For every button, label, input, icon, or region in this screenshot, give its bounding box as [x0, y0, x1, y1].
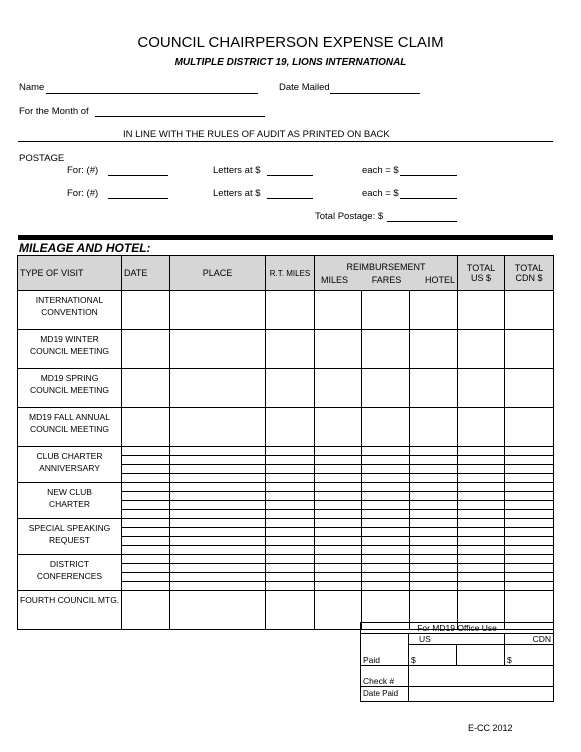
month-label: For the Month of — [19, 106, 89, 117]
date-cell[interactable] — [122, 546, 170, 555]
hotel-cell[interactable] — [410, 492, 458, 501]
rt-miles-cell[interactable] — [266, 555, 315, 564]
miles-cell[interactable] — [315, 330, 362, 369]
table-row — [361, 665, 554, 686]
date-cell[interactable] — [122, 519, 170, 528]
table-row — [18, 555, 554, 564]
place-cell[interactable] — [170, 519, 266, 528]
total-us-cell[interactable] — [458, 447, 505, 456]
total-us-cell[interactable] — [458, 492, 505, 501]
rt-miles-cell[interactable] — [266, 408, 315, 447]
fares-cell[interactable] — [362, 501, 410, 510]
place-cell[interactable] — [170, 369, 266, 408]
hotel-cell[interactable] — [410, 582, 458, 591]
place-cell[interactable] — [170, 564, 266, 573]
miles-cell[interactable] — [315, 456, 362, 465]
fares-cell[interactable] — [362, 519, 410, 528]
table-row — [18, 483, 554, 492]
visit-type: FOURTH COUNCIL MTG. — [18, 591, 122, 630]
miles-cell[interactable] — [315, 291, 362, 330]
date-cell[interactable] — [122, 528, 170, 537]
col-reimbursement — [315, 256, 458, 291]
place-cell[interactable] — [170, 510, 266, 519]
visit-type: CLUB CHARTER ANNIVERSARY — [18, 447, 122, 483]
fares-cell[interactable] — [362, 483, 410, 492]
miles-cell[interactable] — [315, 573, 362, 582]
postage-for-label: For: (#) — [67, 165, 99, 176]
mileage-heading: MILEAGE AND HOTEL: — [19, 241, 151, 255]
date-cell[interactable] — [122, 474, 170, 483]
fares-cell[interactable] — [362, 369, 410, 408]
office-use-heading: For MD19 Office Use — [361, 623, 554, 634]
table-row — [18, 291, 554, 330]
place-cell[interactable] — [170, 465, 266, 474]
total-cdn-cell[interactable] — [505, 555, 554, 564]
each-label: each = $ — [362, 165, 399, 176]
fares-cell[interactable] — [362, 447, 410, 456]
date-cell[interactable] — [122, 369, 170, 408]
total-cdn-cell[interactable] — [505, 330, 554, 369]
rt-miles-cell[interactable] — [266, 582, 315, 591]
rt-miles-cell[interactable] — [266, 291, 315, 330]
visit-type: DISTRICT CONFERENCES — [18, 555, 122, 591]
hotel-cell[interactable] — [410, 564, 458, 573]
reimbursement-label: REIMBURSEMENT — [346, 261, 426, 272]
letter-rate-field[interactable] — [267, 198, 313, 199]
total-postage-label: Total Postage: $ — [315, 211, 384, 222]
total-cdn-cell[interactable] — [505, 501, 554, 510]
hotel-cell[interactable] — [410, 528, 458, 537]
visit-type: MD19 FALL ANNUAL COUNCIL MEETING — [18, 408, 122, 447]
total-cdn-cell[interactable] — [505, 291, 554, 330]
date-cell[interactable] — [122, 465, 170, 474]
date-cell[interactable] — [122, 291, 170, 330]
place-cell[interactable] — [170, 474, 266, 483]
paid-label: Paid — [361, 645, 409, 666]
total-us-cell[interactable] — [458, 510, 505, 519]
each-label: each = $ — [362, 188, 399, 199]
paid-us-cell[interactable]: $ — [409, 645, 457, 666]
total-us-cell[interactable] — [458, 369, 505, 408]
hotel-cell[interactable] — [410, 465, 458, 474]
place-cell[interactable] — [170, 573, 266, 582]
postage-for-label: For: (#) — [67, 188, 99, 199]
total-cdn-cell[interactable] — [505, 537, 554, 546]
hotel-cell[interactable] — [410, 510, 458, 519]
rt-miles-cell[interactable] — [266, 537, 315, 546]
total-cdn-cell[interactable] — [505, 528, 554, 537]
table-row — [18, 408, 554, 447]
place-cell[interactable] — [170, 555, 266, 564]
table-row — [361, 686, 554, 701]
miles-cell[interactable] — [315, 555, 362, 564]
rt-miles-cell[interactable] — [266, 456, 315, 465]
mileage-table — [17, 255, 554, 630]
rt-miles-cell[interactable] — [266, 474, 315, 483]
rt-miles-cell[interactable] — [266, 483, 315, 492]
total-cdn-cell[interactable] — [505, 582, 554, 591]
miles-cell[interactable] — [315, 492, 362, 501]
miles-cell[interactable] — [315, 528, 362, 537]
total-us-cell[interactable] — [458, 483, 505, 492]
total-cdn-cell[interactable] — [505, 546, 554, 555]
fares-cell[interactable] — [362, 528, 410, 537]
postage-count-field[interactable] — [108, 198, 168, 199]
total-us-line2: US $ — [471, 273, 492, 283]
place-cell[interactable] — [170, 591, 266, 630]
total-cdn-cell[interactable] — [505, 492, 554, 501]
table-row — [18, 519, 554, 528]
hotel-cell[interactable] — [410, 501, 458, 510]
table-row — [18, 447, 554, 456]
miles-cell[interactable] — [315, 591, 362, 630]
place-cell[interactable] — [170, 330, 266, 369]
each-amount-field[interactable] — [400, 198, 457, 199]
miles-cell[interactable] — [315, 465, 362, 474]
total-cdn-cell[interactable] — [505, 519, 554, 528]
rt-miles-cell[interactable] — [266, 447, 315, 456]
table-row — [18, 369, 554, 408]
paid-us-cell-2[interactable] — [457, 645, 505, 666]
total-cdn-cell[interactable] — [505, 573, 554, 582]
place-cell[interactable] — [170, 492, 266, 501]
rt-miles-cell[interactable] — [266, 501, 315, 510]
place-cell[interactable] — [170, 483, 266, 492]
rt-miles-cell[interactable] — [266, 369, 315, 408]
total-cdn-cell[interactable] — [505, 408, 554, 447]
name-label: Name — [19, 82, 45, 93]
col-type-of-visit: TYPE OF VISIT — [18, 256, 122, 291]
col-place: PLACE — [170, 256, 266, 291]
name-field[interactable] — [46, 93, 258, 94]
fares-cell[interactable] — [362, 492, 410, 501]
date-mailed-field[interactable] — [330, 93, 420, 94]
total-us-cell[interactable] — [458, 474, 505, 483]
month-field[interactable] — [95, 116, 265, 117]
date-cell[interactable] — [122, 582, 170, 591]
miles-cell[interactable] — [315, 519, 362, 528]
rt-miles-cell[interactable] — [266, 564, 315, 573]
total-us-cell[interactable] — [458, 564, 505, 573]
audit-note: IN LINE WITH THE RULES OF AUDIT AS PRINTED ON BACK — [123, 129, 390, 140]
date-cell[interactable] — [122, 447, 170, 456]
rt-miles-cell[interactable] — [266, 546, 315, 555]
section-bar — [18, 235, 553, 240]
col-miles: MILES — [321, 274, 349, 285]
place-cell[interactable] — [170, 537, 266, 546]
fares-cell[interactable] — [362, 510, 410, 519]
office-us-label: US — [409, 634, 505, 645]
hotel-cell[interactable] — [410, 537, 458, 546]
table-row — [361, 623, 554, 634]
fares-cell[interactable] — [362, 573, 410, 582]
rt-miles-cell[interactable] — [266, 528, 315, 537]
date-cell[interactable] — [122, 555, 170, 564]
date-paid-label: Date Paid — [361, 686, 409, 701]
rt-miles-cell[interactable] — [266, 591, 315, 630]
total-us-line1: TOTAL — [466, 263, 496, 273]
rt-miles-cell[interactable] — [266, 573, 315, 582]
postage-heading: POSTAGE — [19, 153, 65, 164]
hotel-cell[interactable] — [410, 456, 458, 465]
total-cdn-cell[interactable] — [505, 474, 554, 483]
check-number-cell[interactable] — [409, 665, 554, 686]
total-us-cell[interactable] — [458, 528, 505, 537]
miles-cell[interactable] — [315, 483, 362, 492]
header-row — [18, 256, 554, 291]
check-label: Check # — [361, 665, 409, 686]
miles-cell[interactable] — [315, 408, 362, 447]
total-us-cell[interactable] — [458, 330, 505, 369]
total-us-cell[interactable] — [458, 501, 505, 510]
visit-type: INTERNATIONAL CONVENTION — [18, 291, 122, 330]
total-cdn-line2: CDN $ — [515, 273, 543, 283]
date-cell[interactable] — [122, 501, 170, 510]
total-us-cell[interactable] — [458, 408, 505, 447]
date-cell[interactable] — [122, 573, 170, 582]
total-cdn-cell[interactable] — [505, 510, 554, 519]
hotel-cell[interactable] — [410, 369, 458, 408]
total-us-cell[interactable] — [458, 573, 505, 582]
total-us-cell[interactable] — [458, 555, 505, 564]
col-fares: FARES — [371, 274, 402, 285]
fares-cell[interactable] — [362, 537, 410, 546]
visit-type: NEW CLUB CHARTER — [18, 483, 122, 519]
place-cell[interactable] — [170, 546, 266, 555]
rt-miles-cell[interactable] — [266, 330, 315, 369]
rt-miles-cell[interactable] — [266, 465, 315, 474]
total-cdn-cell[interactable] — [505, 456, 554, 465]
miles-cell[interactable] — [315, 474, 362, 483]
date-cell[interactable] — [122, 591, 170, 630]
total-us-cell[interactable] — [458, 519, 505, 528]
date-cell[interactable] — [122, 456, 170, 465]
place-cell[interactable] — [170, 501, 266, 510]
miles-cell[interactable] — [315, 546, 362, 555]
date-mailed-label: Date Mailed — [279, 82, 330, 93]
miles-cell[interactable] — [315, 501, 362, 510]
miles-cell[interactable] — [315, 582, 362, 591]
hotel-cell[interactable] — [410, 555, 458, 564]
letters-label: Letters at $ — [213, 188, 261, 199]
office-cdn-label: CDN — [505, 634, 554, 645]
fares-cell[interactable] — [362, 408, 410, 447]
hotel-cell[interactable] — [410, 546, 458, 555]
miles-cell[interactable] — [315, 369, 362, 408]
fares-cell[interactable] — [362, 474, 410, 483]
col-date: DATE — [122, 256, 170, 291]
hotel-cell[interactable] — [410, 447, 458, 456]
place-cell[interactable] — [170, 291, 266, 330]
fares-cell[interactable] — [362, 582, 410, 591]
postage-count-field[interactable] — [108, 175, 168, 176]
total-us-cell[interactable] — [458, 291, 505, 330]
blank-cell — [361, 634, 409, 645]
total-cdn-cell[interactable] — [505, 483, 554, 492]
form-title: COUNCIL CHAIRPERSON EXPENSE CLAIM — [137, 34, 444, 51]
hotel-cell[interactable] — [410, 408, 458, 447]
form-code: E-CC 2012 — [468, 723, 513, 733]
table-row — [361, 645, 554, 666]
divider — [18, 141, 553, 142]
hotel-cell[interactable] — [410, 330, 458, 369]
col-hotel: HOTEL — [425, 274, 456, 285]
date-cell[interactable] — [122, 330, 170, 369]
hotel-cell[interactable] — [410, 474, 458, 483]
hotel-cell[interactable] — [410, 573, 458, 582]
total-cdn-cell[interactable] — [505, 369, 554, 408]
col-total-cdn — [505, 256, 554, 291]
visit-type: MD19 WINTER COUNCIL MEETING — [18, 330, 122, 369]
fares-cell[interactable] — [362, 456, 410, 465]
date-cell[interactable] — [122, 564, 170, 573]
miles-cell[interactable] — [315, 537, 362, 546]
miles-cell[interactable] — [315, 510, 362, 519]
date-cell[interactable] — [122, 492, 170, 501]
date-cell[interactable] — [122, 510, 170, 519]
place-cell[interactable] — [170, 456, 266, 465]
rt-miles-cell[interactable] — [266, 492, 315, 501]
total-us-cell[interactable] — [458, 456, 505, 465]
rt-miles-cell[interactable] — [266, 519, 315, 528]
fares-cell[interactable] — [362, 291, 410, 330]
miles-cell[interactable] — [315, 447, 362, 456]
total-us-cell[interactable] — [458, 537, 505, 546]
visit-type: MD19 SPRING COUNCIL MEETING — [18, 369, 122, 408]
table-row — [361, 634, 554, 645]
total-cdn-cell[interactable] — [505, 564, 554, 573]
hotel-cell[interactable] — [410, 483, 458, 492]
fares-cell[interactable] — [362, 330, 410, 369]
date-paid-cell[interactable] — [409, 686, 554, 701]
form-subtitle: MULTIPLE DISTRICT 19, LIONS INTERNATIONAL — [174, 57, 407, 68]
office-use-table — [360, 622, 554, 702]
table-row — [18, 330, 554, 369]
fares-cell[interactable] — [362, 564, 410, 573]
place-cell[interactable] — [170, 408, 266, 447]
letter-rate-field[interactable] — [267, 175, 313, 176]
visit-type: SPECIAL SPEAKING REQUEST — [18, 519, 122, 555]
place-cell[interactable] — [170, 447, 266, 456]
date-cell[interactable] — [122, 483, 170, 492]
fares-cell[interactable] — [362, 465, 410, 474]
total-cdn-cell[interactable] — [505, 465, 554, 474]
total-cdn-line1: TOTAL — [514, 263, 544, 273]
col-rt-miles: R.T. MILES — [266, 256, 315, 291]
total-us-cell[interactable] — [458, 582, 505, 591]
date-cell[interactable] — [122, 408, 170, 447]
total-us-cell[interactable] — [458, 465, 505, 474]
fares-cell[interactable] — [362, 546, 410, 555]
each-amount-field[interactable] — [400, 175, 457, 176]
total-cdn-cell[interactable] — [505, 447, 554, 456]
rt-miles-cell[interactable] — [266, 510, 315, 519]
date-cell[interactable] — [122, 537, 170, 546]
total-us-cell[interactable] — [458, 546, 505, 555]
place-cell[interactable] — [170, 582, 266, 591]
paid-cdn-cell[interactable]: $ — [505, 645, 554, 666]
letters-label: Letters at $ — [213, 165, 261, 176]
col-total-us — [458, 256, 505, 291]
hotel-cell[interactable] — [410, 291, 458, 330]
hotel-cell[interactable] — [410, 519, 458, 528]
miles-cell[interactable] — [315, 564, 362, 573]
place-cell[interactable] — [170, 528, 266, 537]
total-postage-field[interactable] — [387, 221, 457, 222]
fares-cell[interactable] — [362, 555, 410, 564]
